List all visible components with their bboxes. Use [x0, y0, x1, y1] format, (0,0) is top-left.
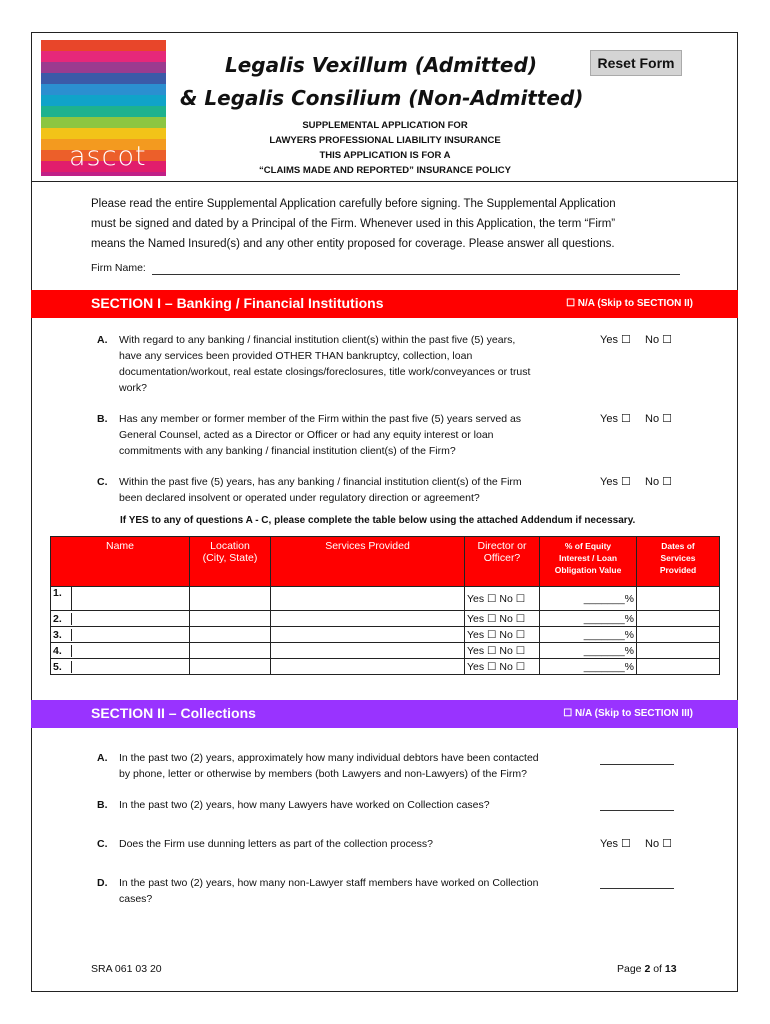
row-services-cell[interactable]: [271, 611, 465, 627]
question-line: have any services been provided OTHER THAN bankruptcy, collection, loan: [119, 350, 473, 362]
row-location-cell[interactable]: [190, 659, 271, 675]
logo-stripe: [41, 84, 166, 95]
reset-form-button[interactable]: Reset Form: [590, 50, 682, 76]
table-row: [51, 611, 720, 627]
question-line: General Counsel, acted as a Director or Officer or had any equity interest or loan: [119, 429, 494, 441]
row-director-cell[interactable]: Yes ☐ No ☐: [465, 659, 540, 675]
logo-stripe: [41, 95, 166, 106]
logo-stripe: [41, 51, 166, 62]
header-label: Services Provided: [325, 540, 410, 552]
question-text: [119, 875, 538, 907]
question-line: Within the past five (5) years, has any banking / financial institution client(s) of the Firm: [119, 476, 522, 488]
table-header-row: [51, 537, 720, 587]
question-text: [119, 411, 521, 459]
question-line: been declared insolvent or operated under regulatory direction or agreement?: [119, 492, 480, 504]
subheading-3: THIS APPLICATION IS FOR A: [319, 150, 451, 161]
col-equity: [540, 537, 637, 587]
header-label: Officer?: [483, 552, 521, 564]
s2-qb-answer[interactable]: [600, 810, 674, 811]
subheading-1: SUPPLEMENTAL APPLICATION FOR: [302, 120, 468, 131]
page-of: of: [650, 963, 665, 975]
header-label: % of Equity: [564, 541, 612, 551]
question-text: [119, 836, 433, 852]
section-2-question-b: [97, 797, 597, 813]
subheading-2: LAWYERS PROFESSIONAL LIABILITY INSURANCE: [269, 135, 501, 146]
section-1-question-c: [97, 474, 597, 506]
section-2-title: SECTION II – Collections: [91, 705, 256, 721]
title-line2: & Legalis Consilium (Non-Admitted): [180, 86, 584, 110]
question-letter: D.: [97, 877, 108, 889]
row-location-cell[interactable]: [190, 587, 271, 611]
row-services-cell[interactable]: [271, 587, 465, 611]
row-director-cell[interactable]: Yes ☐ No ☐: [465, 611, 540, 627]
row-number: 2.: [53, 613, 72, 625]
row-equity-cell[interactable]: _______%: [540, 643, 637, 659]
question-text: [119, 474, 522, 506]
section-2-question-c: [97, 836, 597, 852]
row-dates-cell[interactable]: [637, 643, 720, 659]
header-label: Location: [210, 540, 250, 552]
section-1-header: [31, 290, 738, 318]
table-row: [51, 587, 720, 611]
section-1-title: SECTION I – Banking / Financial Institutions: [91, 295, 384, 311]
row-dates-cell[interactable]: [637, 659, 720, 675]
question-letter: C.: [97, 476, 108, 488]
s1-qa-yes[interactable]: Yes ☐: [600, 334, 631, 346]
question-letter: C.: [97, 838, 108, 850]
col-name: [51, 537, 190, 587]
question-line: With regard to any banking / financial institution client(s) within the past five (5) years,: [119, 334, 516, 346]
intro-text: [91, 194, 691, 254]
row-equity-cell[interactable]: _______%: [540, 611, 637, 627]
question-letter: B.: [97, 799, 108, 811]
col-dates: [637, 537, 720, 587]
page-prefix: Page: [617, 963, 645, 975]
intro-line: must be signed and dated by a Principal of the Firm. Whenever used in this Application, the term “Firm”: [91, 218, 616, 230]
firm-name-input[interactable]: [152, 274, 680, 275]
section-1-na-checkbox[interactable]: ☐ N/A (Skip to SECTION II): [566, 298, 693, 309]
header-label: Name: [105, 540, 134, 552]
row-equity-cell[interactable]: _______%: [540, 659, 637, 675]
header-label: Services: [660, 553, 696, 563]
col-services: [271, 537, 465, 587]
row-director-cell[interactable]: Yes ☐ No ☐: [465, 643, 540, 659]
table-row: [51, 643, 720, 659]
firm-name-label: Firm Name:: [91, 262, 146, 274]
section-2-question-a: [97, 750, 597, 782]
row-director-cell[interactable]: Yes ☐ No ☐: [465, 587, 540, 611]
header-label: (City, State): [202, 552, 258, 564]
row-name-cell[interactable]: [51, 611, 190, 627]
table-instruction: If YES to any of questions A - C, please complete the table below using the attached Addendum if necessary.: [120, 515, 636, 526]
section-1-table: [50, 536, 720, 675]
question-letter: A.: [97, 752, 108, 764]
row-equity-cell[interactable]: _______%: [540, 587, 637, 611]
row-number: 1.: [53, 587, 72, 610]
question-text: [119, 797, 490, 813]
question-line: work?: [119, 382, 148, 394]
question-line: by phone, letter or otherwise by members (both Lawyers and non-Lawyers) of the Firm?: [119, 768, 527, 780]
s2-qa-answer[interactable]: [600, 764, 674, 765]
row-dates-cell[interactable]: [637, 627, 720, 643]
question-line: cases?: [119, 893, 153, 905]
row-number: 4.: [53, 645, 72, 657]
question-line: In the past two (2) years, approximately how many individual debtors have been contacted: [119, 752, 539, 764]
logo-stripe: [41, 128, 166, 139]
header-label: Dates of: [661, 541, 695, 551]
question-line: Does the Firm use dunning letters as part of the collection process?: [119, 838, 433, 850]
header-label: Director or: [477, 540, 527, 552]
section-2-header: [31, 700, 738, 728]
form-code: SRA 061 03 20: [91, 963, 162, 975]
header-divider: [31, 181, 738, 182]
row-location-cell[interactable]: [190, 643, 271, 659]
row-director-cell[interactable]: Yes ☐ No ☐: [465, 627, 540, 643]
section-2-question-d: [97, 875, 597, 907]
s1-qc-yes[interactable]: Yes ☐: [600, 476, 631, 488]
question-letter: B.: [97, 413, 108, 425]
question-letter: A.: [97, 334, 108, 346]
logo-stripe: [41, 106, 166, 117]
row-location-cell[interactable]: [190, 627, 271, 643]
section-1-question-a: [97, 332, 597, 396]
question-line: documentation/workout, real estate closings/foreclosures, title work/conveyances or trust: [119, 366, 531, 378]
row-name-cell[interactable]: [51, 643, 190, 659]
question-text: [119, 750, 539, 782]
header-label: Provided: [659, 565, 697, 575]
section-2-na-checkbox[interactable]: ☐ N/A (Skip to SECTION III): [563, 708, 693, 719]
row-equity-cell[interactable]: _______%: [540, 627, 637, 643]
s2-qc-no[interactable]: No ☐: [645, 838, 672, 850]
table-row: [51, 659, 720, 675]
row-services-cell[interactable]: [271, 643, 465, 659]
logo-stripe: [41, 172, 166, 176]
row-name-cell[interactable]: [51, 659, 190, 675]
ascot-logo: [41, 40, 166, 176]
subheading-4: “CLAIMS MADE AND REPORTED” INSURANCE POLICY: [259, 165, 511, 176]
row-services-cell[interactable]: [271, 659, 465, 675]
row-number: 3.: [53, 629, 72, 641]
s1-qb-yes[interactable]: Yes ☐: [600, 413, 631, 425]
col-location: [190, 537, 271, 587]
page-total: 13: [664, 963, 677, 975]
row-name-cell[interactable]: [51, 587, 190, 611]
col-director: [465, 537, 540, 587]
table-row: [51, 627, 720, 643]
question-text: [119, 332, 530, 396]
section-1-question-b: [97, 411, 597, 459]
row-dates-cell[interactable]: [637, 611, 720, 627]
row-name-cell[interactable]: [51, 627, 190, 643]
title-line1: Legalis Vexillum (Admitted): [225, 53, 537, 77]
s1-qc-no[interactable]: No ☐: [645, 476, 672, 488]
logo-stripe: [41, 117, 166, 128]
question-line: In the past two (2) years, how many non-Lawyer staff members have worked on Collection: [119, 877, 539, 889]
header-label: Obligation Value: [554, 565, 622, 575]
row-dates-cell[interactable]: [637, 587, 720, 611]
s1-qb-no[interactable]: No ☐: [645, 413, 672, 425]
row-services-cell[interactable]: [271, 627, 465, 643]
s2-qc-yes[interactable]: Yes ☐: [600, 838, 631, 850]
intro-line: means the Named Insured(s) and any other entity proposed for coverage. Please answer all questions.: [91, 238, 615, 250]
question-line: Has any member or former member of the Firm within the past five (5) years served as: [119, 413, 522, 425]
page-number: [617, 963, 677, 975]
logo-stripe: [41, 73, 166, 84]
header-label: Interest / Loan: [558, 553, 618, 563]
s1-qa-no[interactable]: No ☐: [645, 334, 672, 346]
row-number: 5.: [53, 661, 72, 673]
logo-stripe: [41, 40, 166, 51]
logo-text: ascot: [69, 141, 147, 172]
intro-line: Please read the entire Supplemental Application carefully before signing. The Supplemental Application: [91, 198, 616, 210]
row-location-cell[interactable]: [190, 611, 271, 627]
logo-stripe: [41, 62, 166, 73]
question-line: In the past two (2) years, how many Lawyers have worked on Collection cases?: [119, 799, 490, 811]
question-line: commitments with any banking / financial institution client(s) of the Firm?: [119, 445, 456, 457]
s2-qd-answer[interactable]: [600, 888, 674, 889]
page-current: 2: [644, 963, 651, 975]
